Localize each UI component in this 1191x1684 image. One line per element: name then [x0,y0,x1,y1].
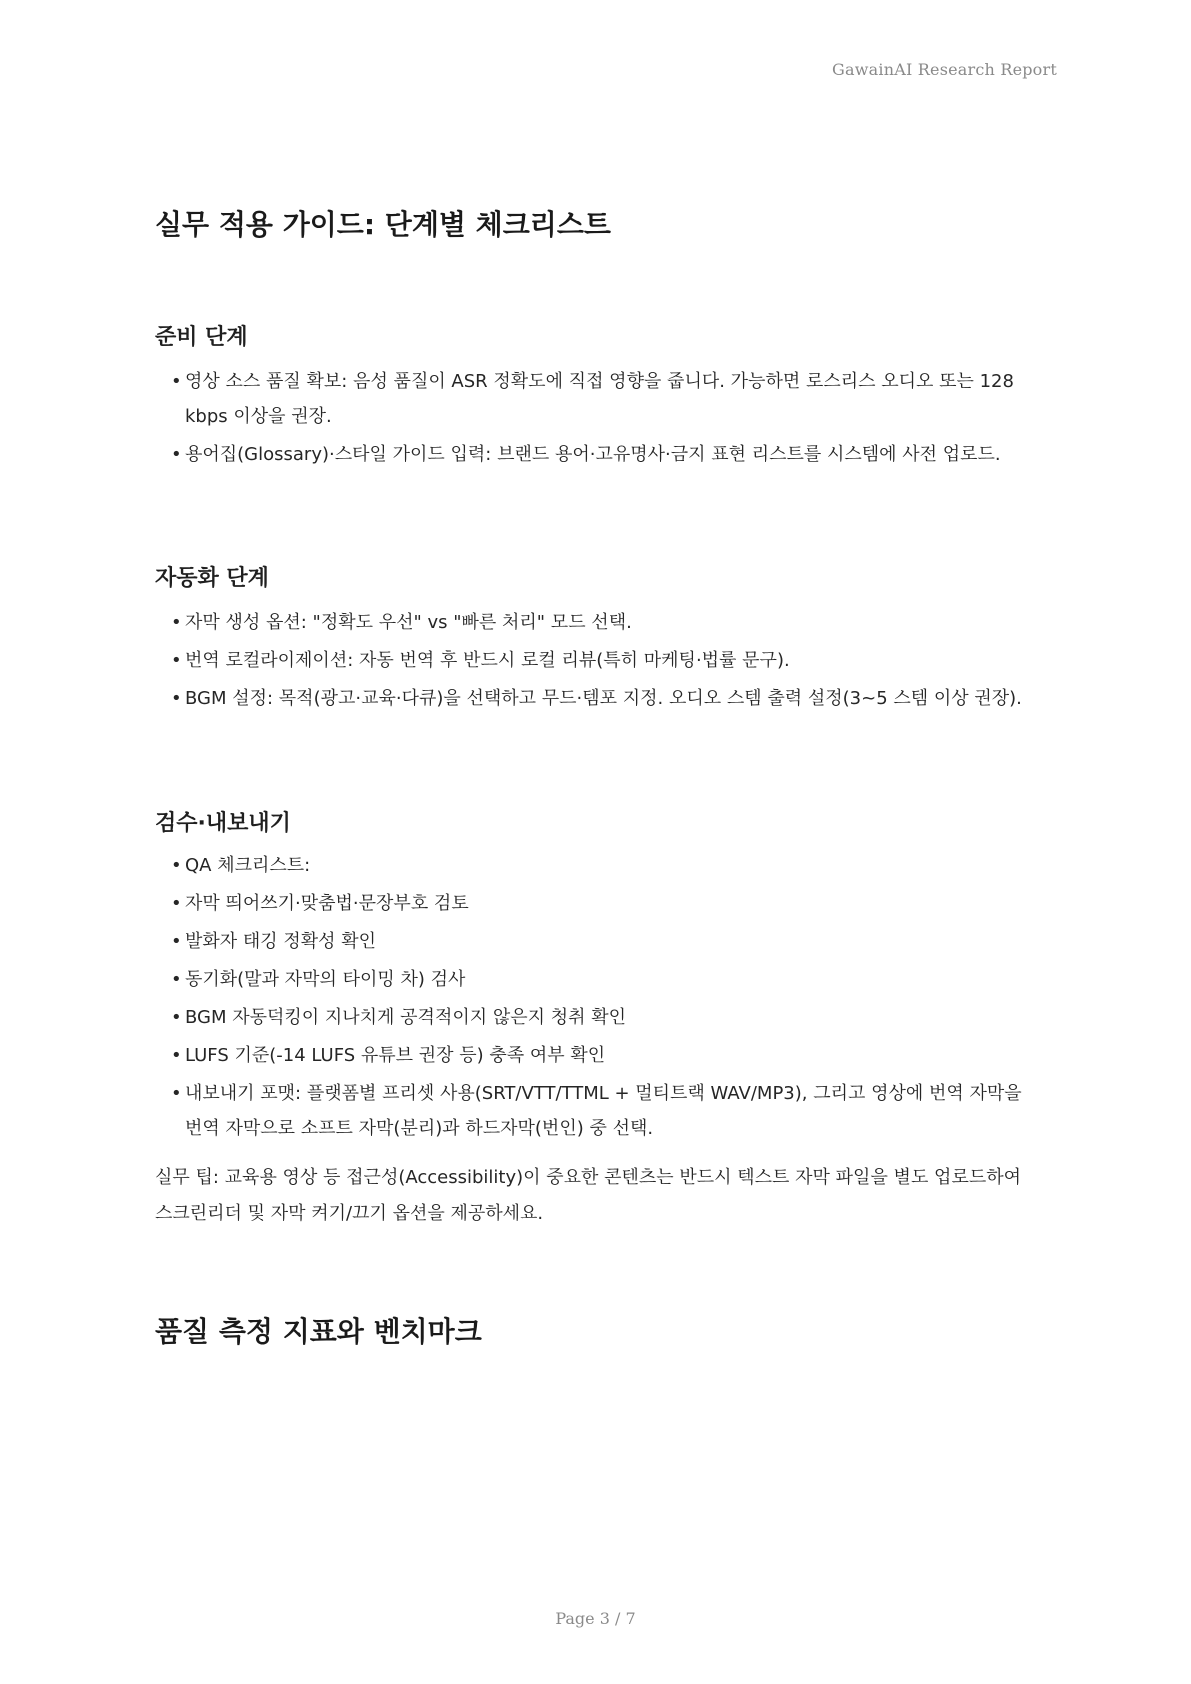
list-item: • BGM 자동덕킹이 지나치게 공격적이지 않은지 청취 확인 [173,1000,1035,1035]
section-title-quality-metrics: 품질 측정 지표와 벤치마크 [155,1315,482,1348]
prep-checklist [173,364,1035,475]
page-number: Page 3 / 7 [555,1609,636,1628]
list-item: • 자막 생성 옵션: "정확도 우선" vs "빠른 처리" 모드 선택. [173,605,1035,640]
list-item: • LUFS 기준(-14 LUFS 유튜브 권장 등) 충족 여부 확인 [173,1038,1035,1073]
list-item: • 내보내기 포맷: 플랫폼별 프리셋 사용(SRT/VTT/TTML + 멀티트랙 WAV/MP3), 그리고 영상에 번역 자막을 번역 자막으로 소프트 자막(분리)과 하드자막(번인) 중 선택. [173,1076,1035,1146]
list-item: • BGM 설정: 목적(광고·교육·다큐)을 선택하고 무드·템포 지정. 오디오 스템 출력 설정(3~5 스템 이상 권장). [173,681,1035,716]
subsection-heading-automation: 자동화 단계 [155,566,269,591]
list-item: • QA 체크리스트: [173,848,1035,883]
list-item: • 번역 로컬라이제이션: 자동 번역 후 반드시 로컬 리뷰(특히 마케팅·법률 문구). [173,643,1035,678]
subsection-heading-prep: 준비 단계 [155,325,248,350]
list-item: • 용어집(Glossary)·스타일 가이드 입력: 브랜드 용어·고유명사·금지 표현 리스트를 시스템에 사전 업로드. [173,437,1035,472]
list-item: • 영상 소스 품질 확보: 음성 품질이 ASR 정확도에 직접 영향을 줍니다. 가능하면 로스리스 오디오 또는 128 kbps 이상을 권장. [173,364,1035,434]
list-item: • 자막 띄어쓰기·맞춤법·문장부호 검토 [173,886,1035,921]
list-item: • 발화자 태깅 정확성 확인 [173,924,1035,959]
list-item: • 동기화(말과 자막의 타이밍 차) 검사 [173,962,1035,997]
section-title-practical-guide: 실무 적용 가이드: 단계별 체크리스트 [155,208,611,241]
practical-tip: 실무 팁: 교육용 영상 등 접근성(Accessibility)이 중요한 콘텐츠는 반드시 텍스트 자막 파일을 별도 업로드하여 스크린리더 및 자막 켜기/끄기 옵션을 제공하세요. [155,1167,1021,1224]
running-header: GawainAI Research Report [832,60,1057,79]
automation-checklist [173,605,1035,719]
review-checklist [173,848,1035,1149]
subsection-heading-review: 검수·내보내기 [155,811,291,836]
